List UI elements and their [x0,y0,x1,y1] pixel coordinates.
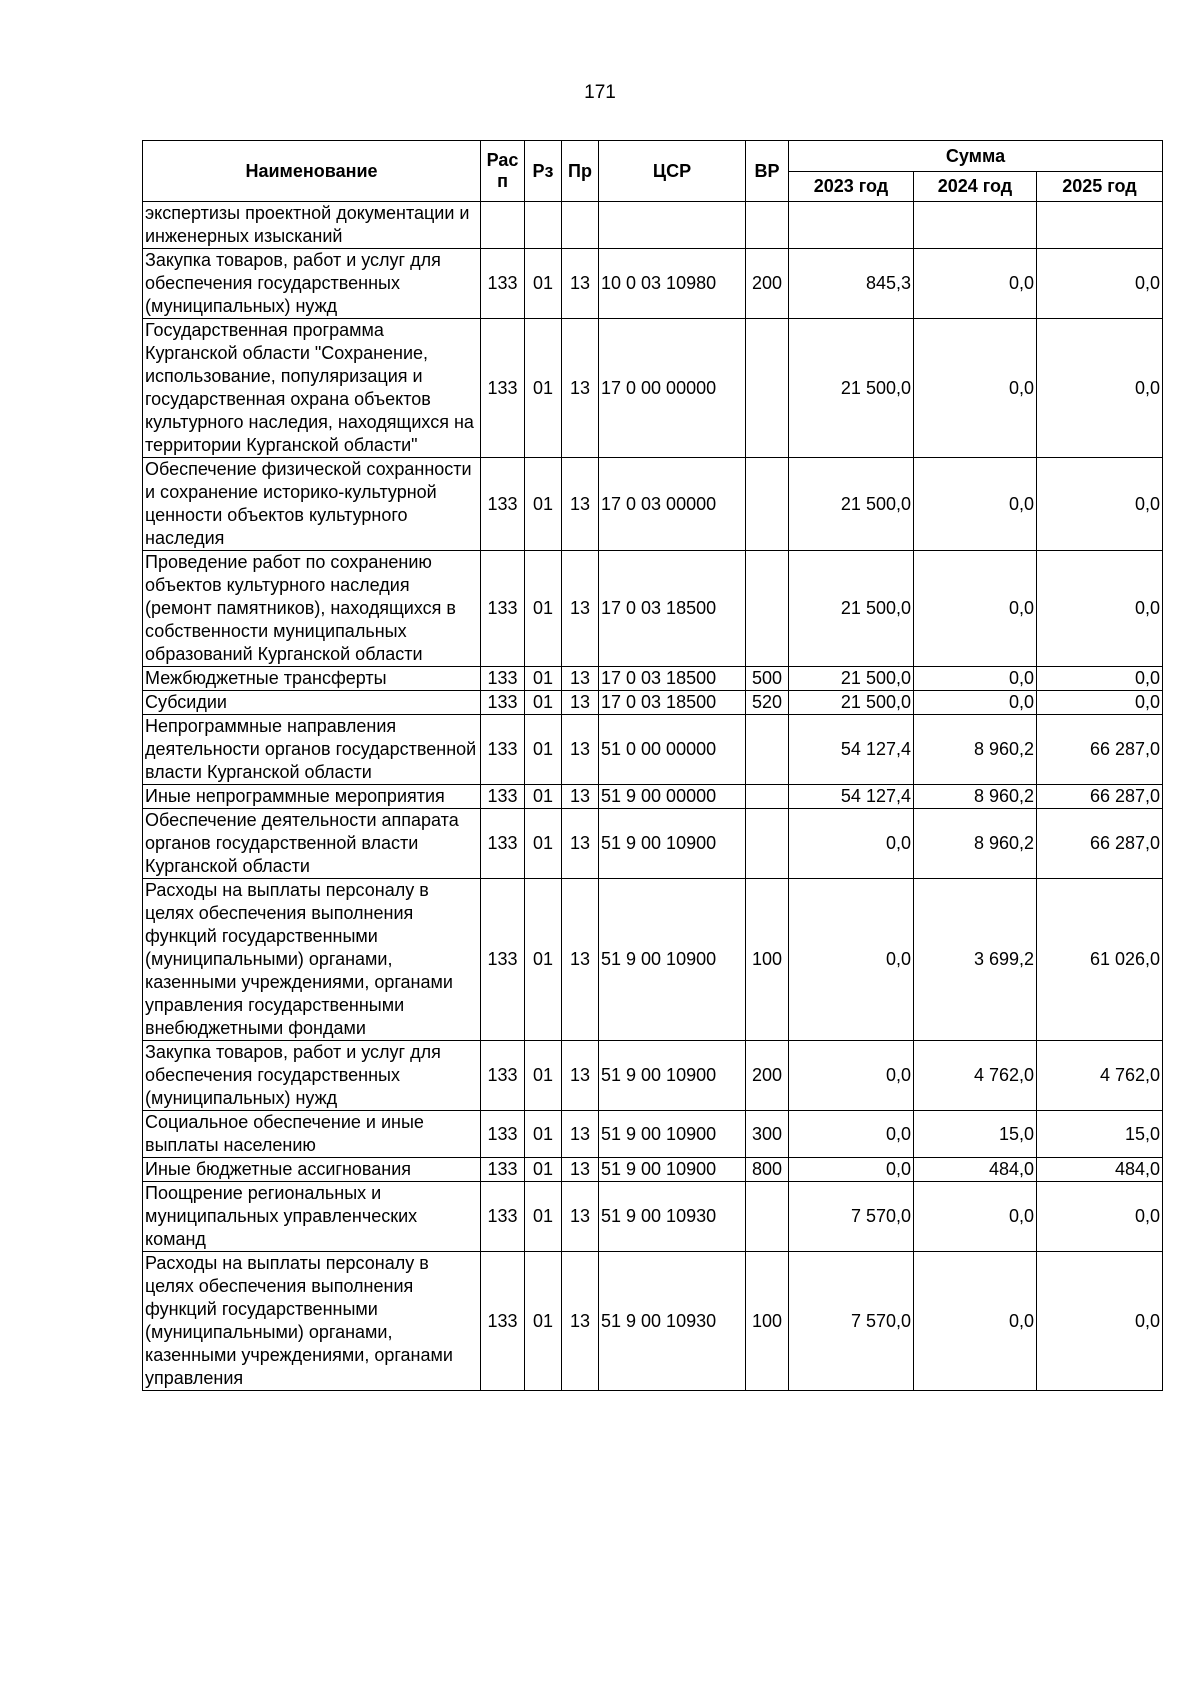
cell-vr: 100 [746,1252,789,1391]
cell-y2023: 0,0 [789,1041,914,1111]
cell-rz: 01 [525,458,562,551]
cell-name: Расходы на выплаты персоналу в целях обеспечения выполнения функций государственными (муниципальными) органами, казенными учреждениями, органами управления государственными внебюджетными фондами [143,879,481,1041]
cell-rz: 01 [525,691,562,715]
cell-rasp: 133 [481,715,525,785]
cell-vr [746,715,789,785]
cell-vr: 520 [746,691,789,715]
header-pr: Пр [562,141,599,202]
cell-y2025: 0,0 [1037,249,1163,319]
cell-rasp: 133 [481,319,525,458]
table-row [143,691,1163,715]
cell-y2023: 21 500,0 [789,458,914,551]
cell-rasp: 133 [481,1111,525,1158]
cell-y2025 [1037,202,1163,249]
cell-pr: 13 [562,1158,599,1182]
cell-csr: 51 9 00 10900 [599,879,746,1041]
header-csr: ЦСР [599,141,746,202]
cell-csr: 51 9 00 10930 [599,1182,746,1252]
table-row [143,1111,1163,1158]
cell-y2023: 0,0 [789,1111,914,1158]
cell-csr: 17 0 03 18500 [599,691,746,715]
cell-rz: 01 [525,1158,562,1182]
cell-y2025: 0,0 [1037,691,1163,715]
page-number: 171 [584,82,616,103]
cell-y2024: 0,0 [914,319,1037,458]
cell-y2024: 8 960,2 [914,715,1037,785]
cell-rz: 01 [525,1252,562,1391]
cell-y2024: 0,0 [914,1182,1037,1252]
header-2023: 2023 год [789,172,914,202]
table-row [143,667,1163,691]
table-row [143,458,1163,551]
cell-vr: 200 [746,1041,789,1111]
cell-name: Субсидии [143,691,481,715]
cell-y2023: 21 500,0 [789,691,914,715]
cell-rz: 01 [525,879,562,1041]
cell-name: Поощрение региональных и муниципальных управленческих команд [143,1182,481,1252]
table-row [143,319,1163,458]
cell-pr: 13 [562,1041,599,1111]
cell-rz: 01 [525,551,562,667]
cell-vr [746,458,789,551]
cell-rz: 01 [525,319,562,458]
cell-y2024: 0,0 [914,1252,1037,1391]
table-row [143,1158,1163,1182]
table-row [143,1252,1163,1391]
cell-y2024: 3 699,2 [914,879,1037,1041]
cell-vr [746,551,789,667]
cell-y2024: 0,0 [914,691,1037,715]
cell-pr: 13 [562,1111,599,1158]
cell-y2024: 484,0 [914,1158,1037,1182]
cell-y2025: 0,0 [1037,551,1163,667]
cell-rz: 01 [525,1041,562,1111]
cell-name: Иные непрограммные мероприятия [143,785,481,809]
cell-rasp: 133 [481,249,525,319]
cell-csr: 51 9 00 10900 [599,1041,746,1111]
cell-rz: 01 [525,1182,562,1252]
cell-name: Межбюджетные трансферты [143,667,481,691]
cell-y2024 [914,202,1037,249]
header-2025: 2025 год [1037,172,1163,202]
cell-y2025: 61 026,0 [1037,879,1163,1041]
cell-pr [562,202,599,249]
cell-pr: 13 [562,1252,599,1391]
cell-y2023: 0,0 [789,879,914,1041]
cell-y2025: 0,0 [1037,1252,1163,1391]
cell-pr: 13 [562,715,599,785]
cell-y2025: 484,0 [1037,1158,1163,1182]
cell-rz: 01 [525,667,562,691]
cell-y2025: 66 287,0 [1037,785,1163,809]
cell-rasp: 133 [481,809,525,879]
cell-y2023: 21 500,0 [789,551,914,667]
cell-vr [746,1182,789,1252]
cell-y2025: 4 762,0 [1037,1041,1163,1111]
cell-csr [599,202,746,249]
cell-y2025: 0,0 [1037,667,1163,691]
cell-csr: 17 0 03 18500 [599,667,746,691]
cell-y2024: 0,0 [914,458,1037,551]
cell-y2025: 0,0 [1037,1182,1163,1252]
cell-y2024: 4 762,0 [914,1041,1037,1111]
cell-pr: 13 [562,691,599,715]
cell-rasp [481,202,525,249]
cell-name: Государственная программа Курганской области "Сохранение, использование, популяризация и государственная охрана объектов культурного наследия, находящихся на территории Курганской области" [143,319,481,458]
cell-csr: 51 9 00 10900 [599,1111,746,1158]
cell-name: Проведение работ по сохранению объектов культурного наследия (ремонт памятников), находящихся в собственности муниципальных образований Курганской области [143,551,481,667]
cell-y2025: 66 287,0 [1037,809,1163,879]
cell-rasp: 133 [481,1158,525,1182]
cell-vr [746,202,789,249]
cell-y2023: 7 570,0 [789,1252,914,1391]
cell-rz: 01 [525,715,562,785]
cell-y2024: 8 960,2 [914,809,1037,879]
table-row [143,715,1163,785]
cell-y2024: 0,0 [914,551,1037,667]
cell-rz: 01 [525,785,562,809]
cell-rz [525,202,562,249]
header-sum: Сумма [789,141,1163,172]
cell-csr: 51 9 00 10900 [599,809,746,879]
cell-rz: 01 [525,1111,562,1158]
cell-csr: 51 9 00 10930 [599,1252,746,1391]
cell-rz: 01 [525,809,562,879]
cell-name: Обеспечение деятельности аппарата органов государственной власти Курганской области [143,809,481,879]
cell-pr: 13 [562,1182,599,1252]
cell-rasp: 133 [481,785,525,809]
cell-pr: 13 [562,879,599,1041]
cell-y2024: 0,0 [914,249,1037,319]
cell-y2024: 0,0 [914,667,1037,691]
cell-vr: 500 [746,667,789,691]
cell-csr: 51 9 00 00000 [599,785,746,809]
cell-vr: 200 [746,249,789,319]
budget-table [142,140,1163,1391]
table-row [143,785,1163,809]
cell-vr [746,785,789,809]
table-row [143,809,1163,879]
header-vr: ВР [746,141,789,202]
cell-vr: 300 [746,1111,789,1158]
cell-rasp: 133 [481,1041,525,1111]
table-row [143,202,1163,249]
table-row [143,551,1163,667]
cell-y2023: 54 127,4 [789,785,914,809]
header-name: Наименование [143,141,481,202]
table-row [143,879,1163,1041]
cell-pr: 13 [562,458,599,551]
cell-y2023: 7 570,0 [789,1182,914,1252]
cell-vr: 100 [746,879,789,1041]
cell-y2023: 0,0 [789,809,914,879]
cell-y2023: 21 500,0 [789,667,914,691]
cell-y2024: 15,0 [914,1111,1037,1158]
cell-rasp: 133 [481,879,525,1041]
table-body [143,202,1163,1391]
cell-name: Закупка товаров, работ и услуг для обеспечения государственных (муниципальных) нужд [143,1041,481,1111]
cell-rasp: 133 [481,551,525,667]
cell-name: экспертизы проектной документации и инженерных изысканий [143,202,481,249]
cell-csr: 17 0 03 00000 [599,458,746,551]
cell-y2023: 845,3 [789,249,914,319]
cell-csr: 17 0 03 18500 [599,551,746,667]
cell-name: Обеспечение физической сохранности и сохранение историко-культурной ценности объектов культурного наследия [143,458,481,551]
cell-name: Социальное обеспечение и иные выплаты населению [143,1111,481,1158]
cell-name: Расходы на выплаты персоналу в целях обеспечения выполнения функций государственными (муниципальными) органами, казенными учреждениями, органами управления [143,1252,481,1391]
header-rz: Рз [525,141,562,202]
cell-csr: 17 0 00 00000 [599,319,746,458]
cell-name: Непрограммные направления деятельности органов государственной власти Курганской области [143,715,481,785]
cell-csr: 51 0 00 00000 [599,715,746,785]
cell-rz: 01 [525,249,562,319]
cell-y2023: 21 500,0 [789,319,914,458]
table-row [143,1041,1163,1111]
cell-vr: 800 [746,1158,789,1182]
cell-y2025: 66 287,0 [1037,715,1163,785]
cell-vr [746,809,789,879]
cell-pr: 13 [562,809,599,879]
cell-pr: 13 [562,785,599,809]
cell-name: Иные бюджетные ассигнования [143,1158,481,1182]
cell-y2023: 54 127,4 [789,715,914,785]
cell-y2024: 8 960,2 [914,785,1037,809]
cell-y2025: 0,0 [1037,319,1163,458]
cell-rasp: 133 [481,458,525,551]
cell-pr: 13 [562,667,599,691]
cell-rasp: 133 [481,667,525,691]
cell-pr: 13 [562,319,599,458]
cell-rasp: 133 [481,1252,525,1391]
table-row [143,249,1163,319]
cell-y2023 [789,202,914,249]
cell-y2025: 15,0 [1037,1111,1163,1158]
cell-rasp: 133 [481,1182,525,1252]
cell-csr: 51 9 00 10900 [599,1158,746,1182]
cell-vr [746,319,789,458]
table-row [143,1182,1163,1252]
cell-pr: 13 [562,249,599,319]
header-rasp: Рас п [481,141,525,202]
cell-y2023: 0,0 [789,1158,914,1182]
header-2024: 2024 год [914,172,1037,202]
cell-rasp: 133 [481,691,525,715]
cell-name: Закупка товаров, работ и услуг для обеспечения государственных (муниципальных) нужд [143,249,481,319]
cell-pr: 13 [562,551,599,667]
cell-y2025: 0,0 [1037,458,1163,551]
cell-csr: 10 0 03 10980 [599,249,746,319]
